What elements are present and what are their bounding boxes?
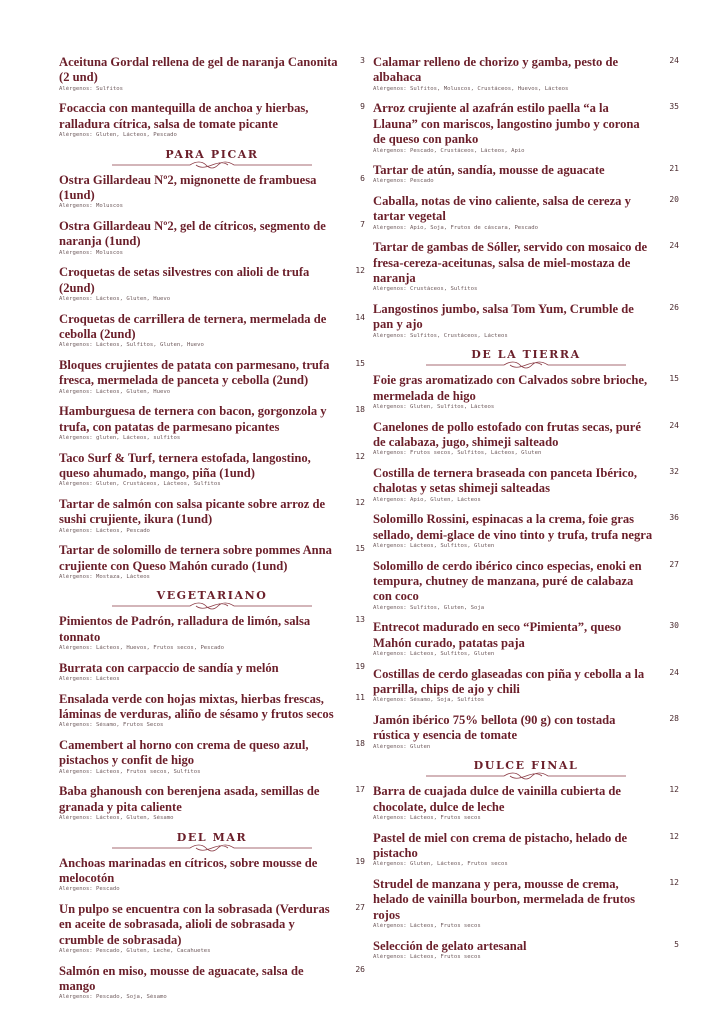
section-title: PARA PICAR xyxy=(165,147,259,161)
menu-item xyxy=(373,373,679,411)
menu-item-allergens: Alérgenos: Gluten, Sulfitos, Lácteos xyxy=(373,404,495,411)
menu-item-name: Pimientos de Padrón, ralladura de limón, salsa tonnato xyxy=(59,614,311,644)
menu-item-name: Solomillo de cerdo ibérico cinco especias, enoki en tempura, chutney de manzana, puré de calabaza con coco xyxy=(373,558,642,604)
menu-item-name: Tartar de atún, sandía, mousse de aguacate xyxy=(373,163,605,178)
menu-item xyxy=(59,856,365,894)
menu-item xyxy=(59,404,365,442)
menu-item-name: Baba ghanoush con berenjena asada, semillas de granada y pita caliente xyxy=(59,784,320,814)
menu-item-name: Tartar de solomillo de ternera sobre pommes Anna crujiente con Queso Mahón curado (1und) xyxy=(59,543,332,573)
menu-item-name: Focaccia con mantequilla de anchoa y hierbas, ralladura cítrica, salsa de tomate picante xyxy=(59,101,309,131)
menu-item-allergens: Alérgenos: Sulfitos, Gluten, Soja xyxy=(373,604,485,611)
section-heading xyxy=(59,831,365,852)
menu-item xyxy=(373,559,679,612)
menu-item-price: 24 xyxy=(669,420,679,430)
menu-item-price: 28 xyxy=(669,713,679,723)
menu-column-right xyxy=(373,55,679,969)
section-divider-ornament xyxy=(92,161,332,169)
menu-item-price: 18 xyxy=(355,738,365,748)
menu-item-price: 11 xyxy=(355,692,365,702)
section-divider-ornament xyxy=(406,772,646,780)
menu-item-allergens: Alérgenos: Gluten, Lácteos, Pescado xyxy=(59,132,177,139)
menu-item-name: Arroz crujiente al azafrán estilo paella “a la Llauna” con mariscos, langostino jumbo y corona de queso con panko xyxy=(373,101,640,147)
menu-item-price: 24 xyxy=(669,241,679,251)
menu-item xyxy=(59,312,365,350)
section-title: DULCE FINAL xyxy=(473,759,579,773)
menu-item-price: 35 xyxy=(669,102,679,112)
menu-item-allergens: Alérgenos: Crustáceos, Sulfitos xyxy=(373,286,478,293)
menu-item-price: 27 xyxy=(669,559,679,569)
menu-item-name: Entrecot madurado en seco “Pimienta”, queso Mahón curado, patatas paja xyxy=(373,620,622,650)
menu-item xyxy=(59,497,365,535)
menu-item-name: Ostra Gillardeau Nº2, gel de cítricos, segmento de naranja (1und) xyxy=(59,218,326,249)
menu-item-name: Bloques crujientes de patata con parmesano, trufa fresca, mermelada de panceta y cebolla (2und) xyxy=(59,357,330,388)
menu-item-allergens: Alérgenos: Sulfitos, Crustáceos, Lácteos xyxy=(373,332,508,339)
menu-item-name: Langostinos jumbo, salsa Tom Yum, Crumble de pan y ajo xyxy=(373,301,634,332)
section-title: DEL MAR xyxy=(176,830,248,844)
menu-item xyxy=(59,451,365,489)
menu-item-allergens: Alérgenos: Gluten xyxy=(373,743,431,750)
menu-item-price: 12 xyxy=(355,266,365,276)
menu-item xyxy=(373,163,679,185)
menu-item-name: Solomillo Rossini, espinacas a la crema, foie gras sellado, demi-glace de vino tinto y trufa, trufa negra xyxy=(373,512,653,542)
menu-item-price: 13 xyxy=(355,615,365,625)
section-heading xyxy=(59,148,365,169)
menu-item-price: 20 xyxy=(669,194,679,204)
menu-item-price: 15 xyxy=(669,374,679,384)
menu-item-allergens: Alérgenos: Lácteos, Sulfitos, Gluten, Huevo xyxy=(59,342,204,349)
menu-item-allergens: Alérgenos: Pescado, Soja, Sésamo xyxy=(59,994,167,1001)
menu-item-allergens: Alérgenos: Gluten, Crustáceos, Lácteos, Sulfitos xyxy=(59,481,221,488)
menu-item-name: Pastel de miel con crema de pistacho, helado de pistacho xyxy=(373,830,628,860)
menu-item-price: 14 xyxy=(355,312,365,322)
menu-item xyxy=(59,55,365,93)
menu-item-allergens: Alérgenos: Lácteos, Frutos secos xyxy=(373,815,481,821)
menu-item-price: 12 xyxy=(669,877,679,887)
menu-item-price: 19 xyxy=(355,856,365,866)
menu-column-left xyxy=(59,55,365,1010)
menu-item xyxy=(373,713,679,751)
menu-item-price: 26 xyxy=(669,302,679,312)
menu-item xyxy=(373,101,679,154)
menu-item-price: 9 xyxy=(360,102,365,112)
menu-item xyxy=(59,265,365,303)
menu-item-allergens: Alérgenos: Pescado, Gluten, Leche, Cacahuetes xyxy=(59,948,211,955)
menu-item-price: 15 xyxy=(355,544,365,554)
menu-item-name: Salmón en miso, mousse de aguacate, salsa de mango xyxy=(59,963,304,994)
section-divider-ornament xyxy=(406,361,646,369)
section-title: DE LA TIERRA xyxy=(471,348,581,362)
menu-item-name: Aceituna Gordal rellena de gel de naranja Canonita (2 und) xyxy=(59,55,338,85)
menu-item-allergens: Alérgenos: Frutos secos, Sulfitos, Lácteos, Gluten xyxy=(373,450,542,457)
menu-item xyxy=(59,661,365,683)
menu-item xyxy=(59,219,365,257)
menu-item-price: 21 xyxy=(669,164,679,174)
menu-item-name: Caballa, notas de vino caliente, salsa de cereza y tartar vegetal xyxy=(373,193,631,224)
menu-item-allergens: Alérgenos: Apio, Soja, Frutos de cáscara, Pescado xyxy=(373,224,539,231)
menu-item-allergens: Alérgenos: Lácteos, Pescado xyxy=(59,527,150,534)
menu-item-price: 3 xyxy=(360,56,365,65)
menu-item xyxy=(373,667,679,705)
menu-item-price: 32 xyxy=(669,466,679,476)
menu-item xyxy=(373,240,679,293)
menu-item-allergens: Alérgenos: Lácteos, Huevos, Frutos secos, Pescado xyxy=(59,645,225,652)
menu-item-name: Ensalada verde con hojas mixtas, hierbas frescas, láminas de verduras, aliño de sésamo y frutos secos xyxy=(59,691,334,722)
menu-item-name: Jamón ibérico 75% bellota (90 g) con tostada rústica y esencia de tomate xyxy=(373,712,616,743)
menu-item-allergens: Alérgenos: Pescado xyxy=(373,178,434,185)
menu-item xyxy=(59,543,365,581)
menu-item xyxy=(59,614,365,652)
menu-item-name: Croquetas de carrillera de ternera, mermelada de cebolla (2und) xyxy=(59,311,327,341)
menu-item-allergens: Alérgenos: gluten, Lácteos, sulfitos xyxy=(59,435,181,441)
menu-item-name: Foie gras aromatizado con Calvados sobre brioche, mermelada de higo xyxy=(373,373,648,403)
menu-item-price: 17 xyxy=(355,785,365,795)
menu-item xyxy=(373,620,679,658)
menu-item-allergens: Alérgenos: Lácteos, Frutos secos xyxy=(373,923,481,930)
menu-item xyxy=(373,877,679,930)
menu-item xyxy=(59,173,365,211)
menu-item-allergens: Alérgenos: Lácteos, Sulfitos, Gluten xyxy=(373,543,495,550)
menu-item-name: Taco Surf & Turf, ternera estofada, langostino, queso ahumado, mango, piña (1und) xyxy=(59,450,311,480)
menu-item-price: 24 xyxy=(669,56,679,65)
menu-item-name: Strudel de manzana y pera, mousse de crema, helado de vainilla bourbon, mermelada de frutos rojos xyxy=(373,876,636,922)
menu-item-allergens: Alérgenos: Lácteos, Gluten, Huevo xyxy=(59,296,171,303)
menu-item-name: Burrata con carpaccio de sandía y melón xyxy=(59,660,279,675)
menu-item-allergens: Alérgenos: Pescado, Crustáceos, Lácteos, Apio xyxy=(373,147,525,154)
section-divider-ornament xyxy=(92,844,332,852)
menu-item-price: 24 xyxy=(669,667,679,677)
menu-item-name: Ostra Gillardeau Nº2, mignonette de frambuesa (1und) xyxy=(59,172,317,203)
menu-item-name: Anchoas marinadas en cítricos, sobre mousse de melocotón xyxy=(59,855,318,885)
menu-item xyxy=(373,939,679,961)
menu-item xyxy=(373,466,679,504)
menu-item-price: 12 xyxy=(669,785,679,795)
menu-item-name: Hamburguesa de ternera con bacon, gorgonzola y trufa, con patatas de parmesano picantes xyxy=(59,404,327,434)
menu-item xyxy=(373,784,679,822)
menu-item-price: 12 xyxy=(669,831,679,841)
menu-item xyxy=(373,420,679,458)
menu-item-name: Barra de cuajada dulce de vainilla cubierta de chocolate, dulce de leche xyxy=(373,784,622,814)
menu-item-name: Selección de gelato artesanal xyxy=(373,938,527,953)
menu-item-name: Un pulpo se encuentra con la sobrasada (Verduras en aceite de sobrasada, alioli de sobrasada y crumble de sobrasada) xyxy=(59,901,330,947)
menu-item-allergens: Alérgenos: Lácteos xyxy=(59,676,120,683)
menu-item-name: Camembert al horno con crema de queso azul, pistachos y confit de higo xyxy=(59,737,309,768)
menu-item xyxy=(373,512,679,550)
menu-item xyxy=(373,55,679,93)
menu-item xyxy=(59,101,365,139)
menu-item-allergens: Alérgenos: Sésamo, Frutos Secos xyxy=(59,722,164,729)
menu-item-allergens: Alérgenos: Lácteos, Sulfitos, Gluten xyxy=(373,651,495,658)
menu-item-price: 36 xyxy=(669,513,679,523)
menu-item-allergens: Alérgenos: Moluscos xyxy=(59,249,123,256)
menu-item-allergens: Alérgenos: Lácteos, Frutos secos, Sulfitos xyxy=(59,768,201,775)
menu-item-allergens: Alérgenos: Lácteos, Frutos secos xyxy=(373,953,481,960)
menu-item xyxy=(373,831,679,869)
menu-item-allergens: Alérgenos: Sulfitos, Moluscos, Crustáceos, Huevos, Lácteos xyxy=(373,85,569,92)
menu-item-allergens: Alérgenos: Lácteos, Gluten, Huevo xyxy=(59,388,171,395)
menu-item-allergens: Alérgenos: Gluten, Lácteos, Frutos secos xyxy=(373,861,508,868)
menu-item-allergens: Alérgenos: Pescado xyxy=(59,886,120,893)
menu-item-name: Tartar de salmón con salsa picante sobre arroz de sushi crujiente, ikura (1und) xyxy=(59,496,326,527)
menu-item-name: Tartar de gambas de Sóller, servido con mosaico de fresa-cereza-aceitunas, salsa de miel-mostaza de naranja xyxy=(373,240,648,286)
menu-item-price: 18 xyxy=(355,405,365,415)
menu-item xyxy=(59,738,365,776)
menu-item xyxy=(59,784,365,822)
menu-item-price: 27 xyxy=(355,902,365,912)
section-heading xyxy=(373,348,679,369)
menu-item-price: 15 xyxy=(355,358,365,368)
menu-item xyxy=(373,302,679,340)
menu-item-name: Croquetas de setas silvestres con alioli de trufa (2und) xyxy=(59,265,310,295)
menu-item-price: 7 xyxy=(360,219,365,229)
section-heading xyxy=(59,589,365,610)
menu-item-price: 6 xyxy=(360,173,365,183)
menu-item xyxy=(59,692,365,730)
menu-item-price: 19 xyxy=(355,661,365,671)
menu-item-allergens: Alérgenos: Moluscos xyxy=(59,203,123,210)
menu-item-allergens: Alérgenos: Mostaza, Lácteos xyxy=(59,573,150,580)
menu-item-name: Costilla de ternera braseada con panceta Ibérico, chalotas y setas shimeji salteadas xyxy=(373,465,638,496)
menu-item-price: 30 xyxy=(669,621,679,631)
menu-item-allergens: Alérgenos: Sulfitos xyxy=(59,85,123,92)
section-title: VEGETARIANO xyxy=(156,589,268,603)
menu-item-name: Calamar relleno de chorizo y gamba, pesto de albahaca xyxy=(373,55,619,85)
menu-item-allergens: Alérgenos: Lácteos, Gluten, Sésamo xyxy=(59,815,174,822)
menu-item-price: 12 xyxy=(355,497,365,507)
menu-item xyxy=(373,194,679,232)
menu-item-price: 26 xyxy=(355,964,365,974)
menu-item xyxy=(59,964,365,1002)
menu-item-price: 12 xyxy=(355,451,365,461)
menu-item-price: 5 xyxy=(674,939,679,949)
section-heading xyxy=(373,759,679,780)
menu-item-name: Costillas de cerdo glaseadas con piña y cebolla a la parrilla, chips de ajo y chili xyxy=(373,666,645,696)
menu-item xyxy=(59,358,365,396)
menu-item-name: Canelones de pollo estofado con frutas secas, puré de calabaza, jugo, shimeji salteado xyxy=(373,419,641,449)
menu-item-allergens: Alérgenos: Apio, Gluten, Lácteos xyxy=(373,496,481,503)
section-divider-ornament xyxy=(92,602,332,610)
menu-item-allergens: Alérgenos: Sésamo, Soja, Sulfitos xyxy=(373,697,485,704)
menu-item xyxy=(59,902,365,955)
